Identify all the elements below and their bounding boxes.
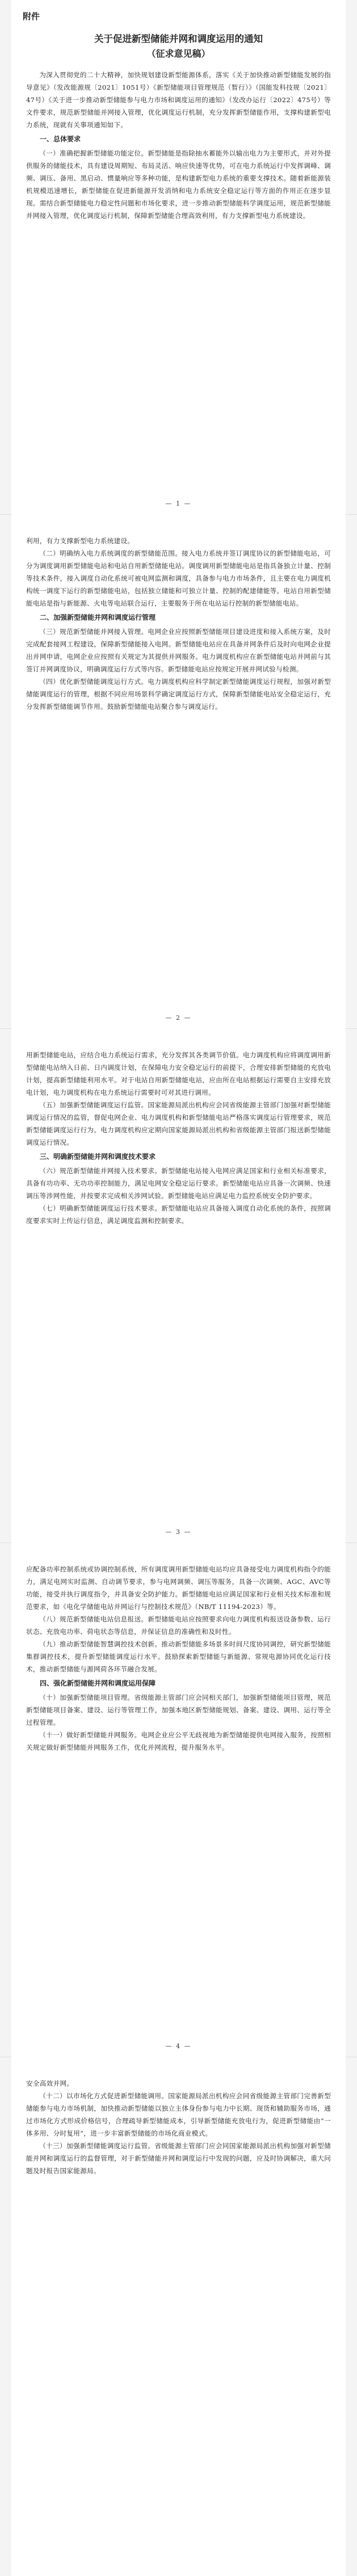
document-page-2 <box>11 514 346 1028</box>
body-paragraph: 用新型储能电站，应结合电力系统运行需求，充分发挥其各类调节价值。电力调度机构应将调度调用新型储能电站纳入日前、日内调度计划，在保障电力安全稳定运行的前提下，合理安排新型储能的充放电计划，提高新型储能利用水平。对于电站自用新型储能电站，应由所在电站根据运行需要自主安排充放电计划，电力调度机构在电力系统运行需要时可对其进行调用。 <box>26 1051 331 1096</box>
body-paragraph: 利用，有力支撑新型电力系统建设。 <box>26 537 135 545</box>
page-number: — 1 — <box>165 500 192 507</box>
page-number: — 4 — <box>165 2043 192 2050</box>
section-heading: 一、总体要求 <box>40 135 81 143</box>
page-number: — 3 — <box>165 1528 192 1536</box>
body-paragraph: （四）优化新型储能调度运行方式。电力调度机构应科学制定新型储能调度运行规程，加强对新型储能调度运行的管理，根据不同应用场景科学确定调度运行方式，保障新型储能电站安全稳定运行，充分发挥新型储能调节作用。鼓励新型储能电站聚合参与调度运行。 <box>26 678 331 711</box>
section-heading: 三、明确新型储能并网和调度技术要求 <box>40 1153 156 1161</box>
body-paragraph: （十）加强新型储能项目管理。省级能源主管部门应会同相关部门，加强新型储能项目管理，规范新型储能项目备案、建设、运行等管理工作，加强本地区新型储能规划、备案、建设、调用、运行等全过程管理。 <box>26 1693 331 1726</box>
document-page-4 <box>11 1543 346 2057</box>
body-paragraph: （七）明确新型储能调度运行技术要求。新型储能电站应具备接入调度自动化系统的条件，按照调度要求实时上传运行信息，满足调度监测和控制要求。 <box>26 1204 331 1225</box>
body-paragraph: （十二）以市场化方式促进新型储能调用。国家能源局派出机构应会同省级能源主管部门完善新型储能参与电力市场机制，加快推动新型储能以独立主体身份参与电力中长期、现货和辅助服务市场，通过市场化方式形成价格信号，合理疏导新型储能成本，引导新型储能充放电行为，促进新型储能由“一体多用、分时复用”，进一步丰富新型储能的市场化商业模式。 <box>26 2092 331 2137</box>
page-number: — 2 — <box>165 1014 192 1022</box>
body-paragraph: （十三）加强新型储能调度运行监管。省级能源主管部门应会同国家能源局派出机构加强对新型储能并网和调度运行的监督管理，对于新型储能并网和调度运行中发现的问题，应及时协调解决，重大问题及时报告国家能源局。 <box>26 2142 331 2175</box>
page-content <box>26 2057 331 2177</box>
body-paragraph: （二）明确纳入电力系统调度的新型储能范围。接入电力系统并签订调度协议的新型储能电站，可分为调度调用新型储能电站和电站自用新型储能电站。调度调用新型储能电站是指具备独立计量、控制等技术条件，接入调度自动化系统可被电网监测和调度，具备参与电力市场条件，且主要在电力调度机构统一调度下运行的新型储能电站，包括独立储能和可独立计量、控制的配建储能等。电站自用新型储能电站是指与新能源、火电等电站联合运行，主要服务于所在电站运行控制的新型储能电站。 <box>26 549 331 607</box>
body-paragraph: （十一）做好新型储能并网服务。电网企业应公平无歧视地为新型储能提供电网接入服务，按照相关规定做好新型储能并网服务工作，优化并网流程，提升服务水平。 <box>26 1731 331 1751</box>
body-paragraph: （五）加强新型储能调度运行监管。国家能源局派出机构应会同省级能源主管部门加强对新型储能调度运行情况的监管，督促电网企业、电力调度机构和新型储能电站严格落实调度运行管理要求，规范新型储能调度运行行为。电力调度机构应定期向国家能源局派出机构和省级能源主管部门报送新型储能调度运行情况。 <box>26 1101 331 1146</box>
section-heading: 二、加强新型储能并网和调度运行管理 <box>40 613 156 621</box>
annex-label: 附件 <box>23 11 40 22</box>
page-content <box>26 514 331 713</box>
body-paragraph: 安全高效并网。 <box>26 2079 74 2087</box>
body-paragraph: （三）规范新型储能并网接入管理。电网企业应按照新型储能项目建设进度和接入系统方案，及时完成配套接网工程建设，保障新型储能接入电网。新型储能电站应在具备并网条件后及时向电网企业提出并网申请，电网企业应按照有关规定为其提供并网服务。电力调度机构应在新型储能电站并网前与其签订并网调度协议，明确调度运行方式等内容。新型储能电站应按规定开展并网试验与检测。 <box>26 628 331 673</box>
document-page-1 <box>11 0 346 514</box>
body-paragraph: （九）推动新型储能智慧调控技术创新。推动新型储能多场景多时间尺度协同调控，研究新型储能集群调控技术，提升新型储能调度运行水平。鼓励探索新型储能与新能源、常规电源协同优化运行技术，推动新型储能与源网荷各环节融合发展。 <box>26 1640 331 1673</box>
document-page-5 <box>11 2057 346 2576</box>
body-paragraph: 为深入贯彻党的二十大精神，加快规划建设新型能源体系，落实《关于加快推动新型储能发展的指导意见》（发改能源规〔2021〕1051号）《新型储能项目管理规范（暂行）》（国能发科技规〔2021〕47号）《关于进一步推动新型储能参与电力市场和调度运用的通知》（发改办运行〔2022〕475号）等文件要求，规范新型储能并网接入管理，优化调度运行机制，充分发挥新型储能作用，支撑构建新型电力系统，现就有关事项通知如下。 <box>26 71 331 129</box>
document-subtitle: （征求意见稿） <box>146 48 211 59</box>
document-page-3 <box>11 1028 346 1543</box>
document-title: 关于促进新型储能并网和调度运用的通知 <box>94 33 263 44</box>
section-heading: 四、强化新型储能并网和调度运用保障 <box>40 1679 156 1687</box>
body-paragraph: （一）准确把握新型储能功能定位。新型储能是指除抽水蓄能外以输出电力为主要形式，并对外提供服务的储能技术，具有建设周期短、布局灵活、响应快速等优势，可在电力系统运行中发挥调峰、调频、调压、备用、黑启动、惯量响应等多种功能，是构建新型电力系统的重要支撑技术。随着新能源装机规模迅速增长，新型储能在促进新能源开发消纳和电力系统安全稳定运行等方面的作用正在逐步显现。需结合新型储能电力稳定性问题和市场化要求，进一步推动新型储能科学调度运用，规范新型储能并网接入管理，优化调度运行机制，保障新型储能合理高效利用，有力支撑新型电力系统建设。 <box>26 149 331 220</box>
page-content <box>26 69 331 222</box>
page-content <box>26 1543 331 1754</box>
body-paragraph: 应配备功率控制系统或协调控制系统，所有调度调用新型储能电站均应具备接受电力调度机构指令的能力，满足电网实时监测、自动调节要求，参与电网调频、调压等服务，具备一次调频、AGC、AVC等功能，接受并执行调度指令，并具备安全防护能力。新型储能电站应满足国家和行业相关技术标准和规范要求，如《电化学储能电站并网运行与控制技术规范》（NB/T 11194-2023）等。 <box>26 1565 331 1611</box>
body-paragraph: （八）规范新型储能电站信息报送。新型储能电站应按照要求向电力调度机构报送设备参数、运行状态、充放电功率、荷电状态等信息，并保证信息的准确性和及时性。 <box>26 1615 331 1636</box>
body-paragraph: （六）规范新型储能并网接入技术要求。新型储能电站接入电网应满足国家和行业相关标准要求，具备有功功率、无功功率控制能力，满足电网安全稳定运行要求。新型储能电站应具备一次调频、快速调压等涉网性能，并按要求完成相关涉网试验。新型储能电站应满足电力监控系统安全防护要求。 <box>26 1167 331 1200</box>
page-content <box>26 1028 331 1227</box>
